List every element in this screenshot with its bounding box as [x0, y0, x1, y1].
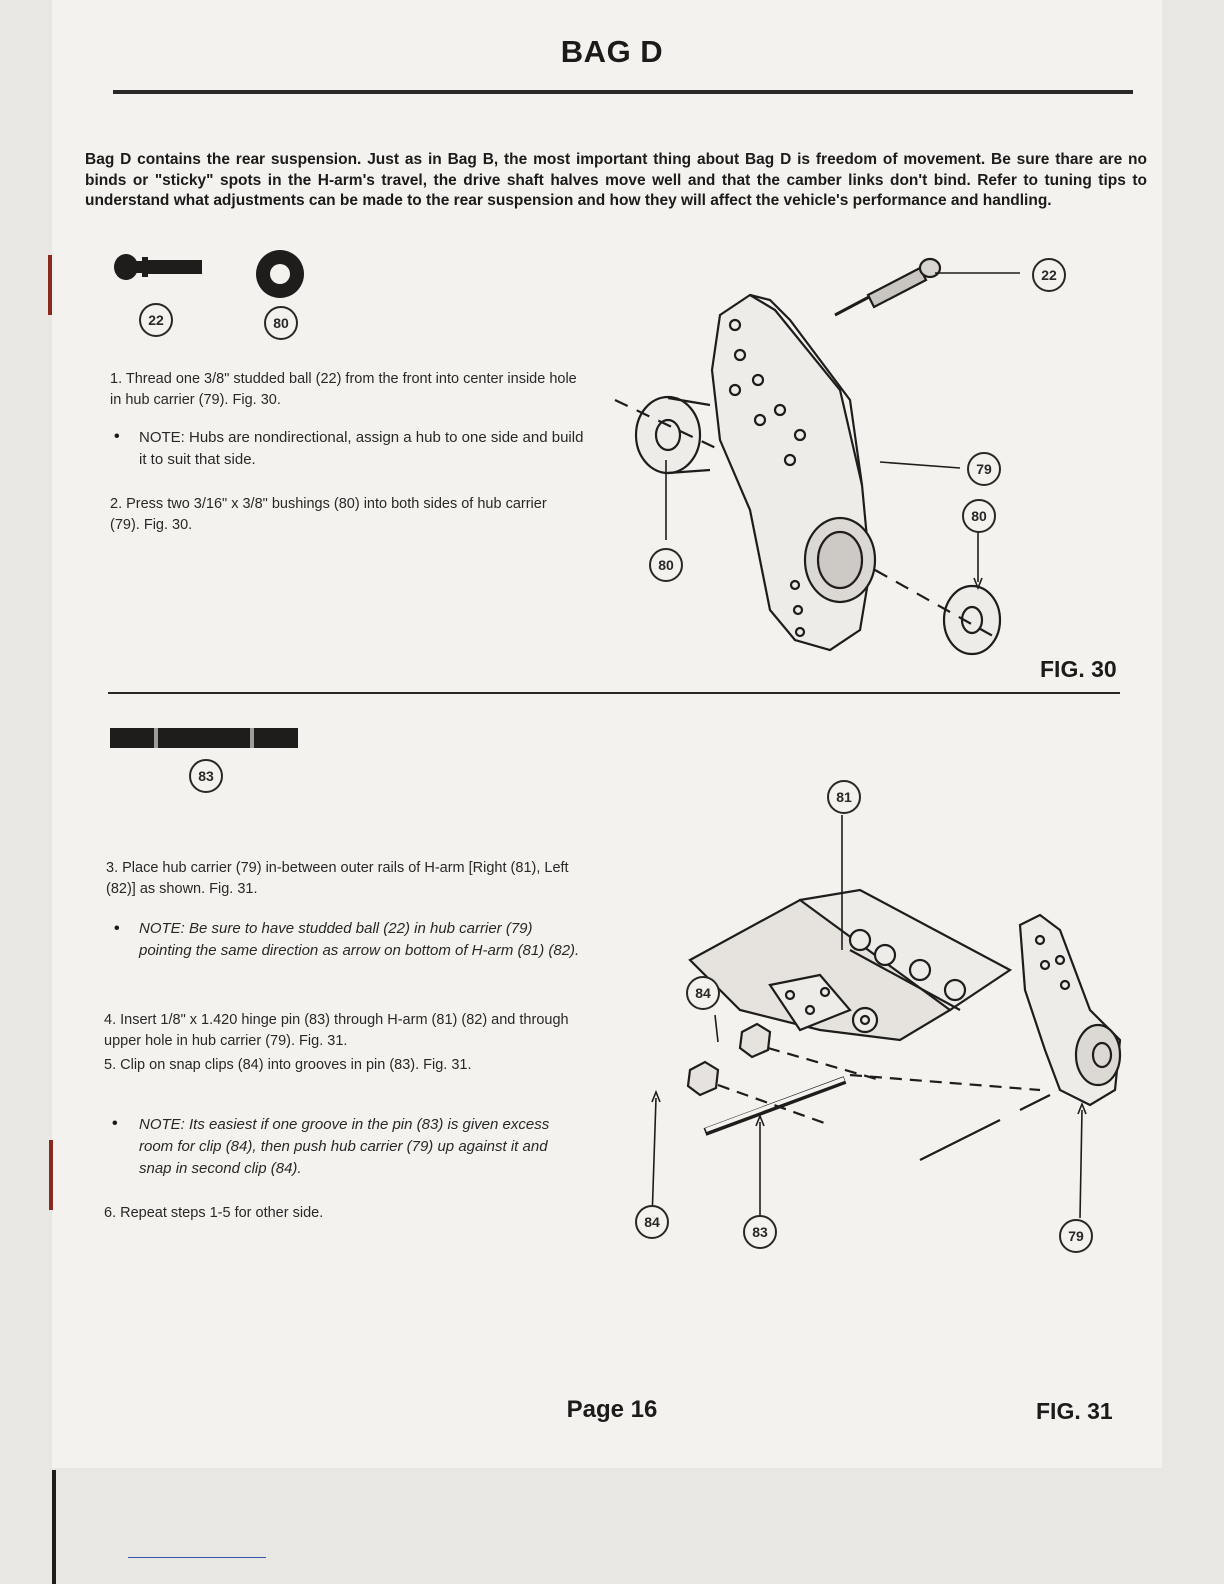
part-callout-80: 80: [264, 306, 298, 340]
part-callout-22: 22: [139, 303, 173, 337]
hinge-pin-part-icon: [110, 726, 300, 750]
bushing-part-icon: [252, 246, 308, 302]
binder-edge-mark: [52, 1470, 56, 1584]
fig31-callout-84-top: 84: [686, 976, 720, 1010]
note-1-bullet: •: [114, 428, 120, 445]
fig31-callout-81: 81: [827, 780, 861, 814]
page-number: Page 16: [566, 1396, 658, 1423]
title-rule: [113, 90, 1133, 94]
fig30-callout-79: 79: [967, 452, 1001, 486]
fig30-label: FIG. 30: [1040, 656, 1117, 682]
fig31-label: FIG. 31: [1036, 1398, 1113, 1424]
step-4: 4. Insert 1/8" x 1.420 hinge pin (83) through H-arm (81) (82) and through upper hole in hub carrier (79). Fig. 31.: [104, 1012, 569, 1049]
fig30-callout-80-left: 80: [649, 548, 683, 582]
binder-edge-mark-upper: [48, 255, 52, 315]
fig30-callout-80-right: 80: [962, 499, 996, 533]
fig30-callout-22: 22: [1032, 258, 1066, 292]
binder-edge-mark-mid: [49, 1140, 53, 1210]
step-2: 2. Press two 3/16" x 3/8" bushings (80) into both sides of hub carrier (79). Fig. 30.: [110, 496, 547, 533]
step-1: 1. Thread one 3/8" studded ball (22) from the front into center inside hole in hub carrier (79). Fig. 30.: [110, 371, 577, 408]
fig31-callout-84-bottom: 84: [635, 1205, 669, 1239]
page-title: BAG D: [560, 34, 664, 69]
fig31-callout-79: 79: [1059, 1219, 1093, 1253]
footer-underline: [128, 1557, 266, 1558]
step-3: 3. Place hub carrier (79) in-between outer rails of H-arm [Right (81), Left (82)] as shown. Fig. 31.: [106, 860, 569, 897]
fig31-callout-83: 83: [743, 1215, 777, 1249]
note-5: NOTE: Its easiest if one groove in the pin (83) is given excess room for clip (84), then push hub carrier (79) up against it and snap in second clip (84).: [139, 1116, 550, 1177]
note-5-bullet: •: [112, 1115, 118, 1132]
step-5: 5. Clip on snap clips (84) into grooves in pin (83). Fig. 31.: [104, 1057, 472, 1073]
note-3-bullet: •: [114, 920, 120, 937]
intro-paragraph: Bag D contains the rear suspension. Just as in Bag B, the most important thing about Bag D is freedom of movement. Be sure thare are no binds or "sticky" spots in the H-arm's travel, the drive shaft halves move well and that the camber links don't bind. Refer to tuning tips to understand what adjustments can be made to the rear suspension and how they will affect the vehicle's performance and handling.: [85, 151, 1147, 209]
fig30-hub-carrier-drawing: [600, 240, 1120, 670]
section-rule: [108, 692, 1120, 694]
part-callout-83: 83: [189, 759, 223, 793]
studded-ball-part-icon: [112, 248, 204, 286]
note-1: NOTE: Hubs are nondirectional, assign a hub to one side and build it to suit that side.: [139, 429, 584, 468]
note-3: NOTE: Be sure to have studded ball (22) in hub carrier (79) pointing the same direction as arrow on bottom of H-arm (81) (82).: [139, 920, 580, 959]
fig31-h-arm-assembly-drawing: [620, 780, 1140, 1260]
step-6: 6. Repeat steps 1-5 for other side.: [104, 1205, 324, 1221]
